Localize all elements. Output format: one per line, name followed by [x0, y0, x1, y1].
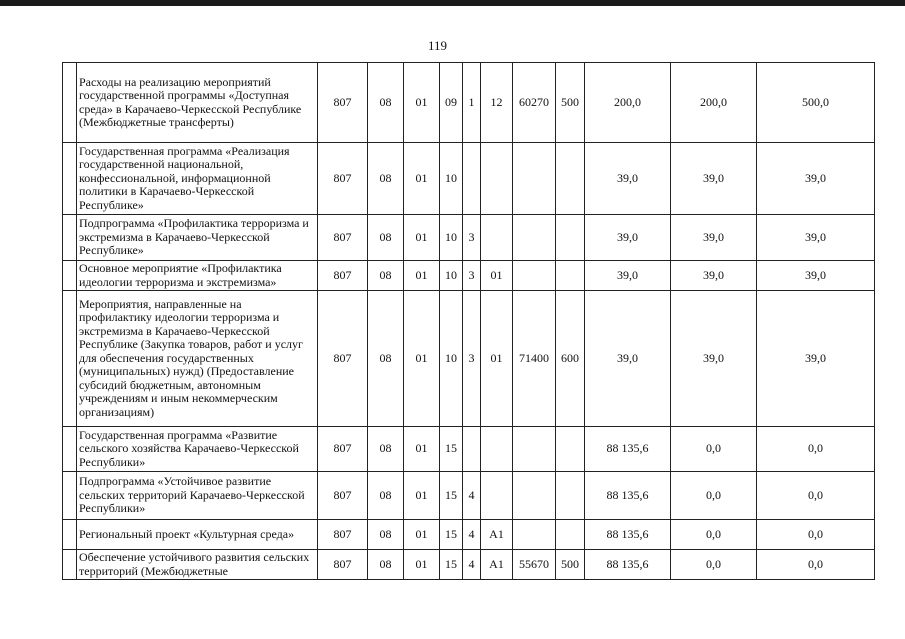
table-row: [63, 63, 875, 143]
direction-code: [513, 143, 556, 215]
event-code: [481, 472, 513, 520]
ministry-code: 807: [318, 63, 368, 143]
sum-year-2: 0,0: [671, 520, 757, 550]
section-code: 08: [368, 550, 404, 580]
subprogram-code: 3: [463, 215, 481, 261]
ministry-code: 807: [318, 143, 368, 215]
blank-cell: [63, 427, 77, 472]
event-code: [481, 427, 513, 472]
expense-type-code: 600: [556, 291, 585, 427]
sum-year-3: 0,0: [757, 520, 875, 550]
subprogram-code: 4: [463, 550, 481, 580]
direction-code: [513, 472, 556, 520]
section-code: 08: [368, 261, 404, 291]
table-row: [63, 143, 875, 215]
direction-code: [513, 215, 556, 261]
row-name: Мероприятия, направленные на профилактику идеологии терроризма и экстремизма в Карачаево-Черкесской Республике (Закупка товаров, работ и услуг для обеспечения государственных (муниципальных) нужд) (Предоставление субсидий бюджетным, автономным учреждениям и иным некоммерческим организациям): [77, 291, 318, 427]
program-code: 10: [440, 291, 463, 427]
program-code: 10: [440, 215, 463, 261]
expense-type-code: [556, 143, 585, 215]
event-code: [481, 143, 513, 215]
row-name: Государственная программа «Реализация государственной национальной, конфессиональной, информационной политики в Карачаево-Черкесской Республике»: [77, 143, 318, 215]
subprogram-code: 4: [463, 520, 481, 550]
program-code: 09: [440, 63, 463, 143]
sum-year-3: 39,0: [757, 291, 875, 427]
section-code: 08: [368, 143, 404, 215]
section-code: 08: [368, 520, 404, 550]
sum-year-2: 39,0: [671, 215, 757, 261]
subprogram-code: 4: [463, 472, 481, 520]
sum-year-3: 0,0: [757, 472, 875, 520]
blank-cell: [63, 472, 77, 520]
event-code: A1: [481, 550, 513, 580]
subprogram-code: [463, 427, 481, 472]
expense-type-code: [556, 215, 585, 261]
sum-year-3: 0,0: [757, 550, 875, 580]
sum-year-1: 39,0: [585, 261, 671, 291]
row-name: Основное мероприятие «Профилактика идеологии терроризма и экстремизма»: [77, 261, 318, 291]
sum-year-2: 0,0: [671, 550, 757, 580]
page-number: 119: [427, 38, 448, 53]
row-name: Подпрограмма «Устойчивое развитие сельских территорий Карачаево-Черкесской Республики»: [77, 472, 318, 520]
sum-year-2: 39,0: [671, 291, 757, 427]
sum-year-2: 0,0: [671, 472, 757, 520]
row-name: Подпрограмма «Профилактика терроризма и экстремизма в Карачаево-Черкесской Республике»: [77, 215, 318, 261]
event-code: [481, 215, 513, 261]
subsection-code: 01: [404, 143, 440, 215]
subsection-code: 01: [404, 63, 440, 143]
table-row: [63, 520, 875, 550]
row-name: Расходы на реализацию мероприятий государственной программы «Доступная среда» в Карачаево-Черкесской Республике (Межбюджетные трансферты): [77, 63, 318, 143]
subprogram-code: 3: [463, 261, 481, 291]
blank-cell: [63, 520, 77, 550]
sum-year-2: 39,0: [671, 261, 757, 291]
expense-type-code: [556, 472, 585, 520]
subsection-code: 01: [404, 261, 440, 291]
ministry-code: 807: [318, 472, 368, 520]
scan-top-edge: [0, 0, 905, 6]
blank-cell: [63, 143, 77, 215]
table-row: [63, 472, 875, 520]
ministry-code: 807: [318, 291, 368, 427]
event-code: A1: [481, 520, 513, 550]
section-code: 08: [368, 291, 404, 427]
blank-cell: [63, 550, 77, 580]
sum-year-1: 88 135,6: [585, 520, 671, 550]
sum-year-3: 39,0: [757, 215, 875, 261]
blank-cell: [63, 261, 77, 291]
subsection-code: 01: [404, 520, 440, 550]
program-code: 15: [440, 472, 463, 520]
table-row: [63, 291, 875, 427]
program-code: 15: [440, 550, 463, 580]
row-name: Обеспечение устойчивого развития сельских территорий (Межбюджетные: [77, 550, 318, 580]
table-row: [63, 550, 875, 580]
sum-year-2: 39,0: [671, 143, 757, 215]
subprogram-code: [463, 143, 481, 215]
subprogram-code: 1: [463, 63, 481, 143]
sum-year-1: 88 135,6: [585, 427, 671, 472]
event-code: 01: [481, 261, 513, 291]
expense-type-code: 500: [556, 550, 585, 580]
direction-code: [513, 520, 556, 550]
sum-year-3: 500,0: [757, 63, 875, 143]
ministry-code: 807: [318, 215, 368, 261]
program-code: 15: [440, 427, 463, 472]
subsection-code: 01: [404, 215, 440, 261]
table-row: [63, 215, 875, 261]
ministry-code: 807: [318, 261, 368, 291]
direction-code: [513, 427, 556, 472]
sum-year-3: 39,0: [757, 143, 875, 215]
program-code: 15: [440, 520, 463, 550]
blank-cell: [63, 291, 77, 427]
blank-cell: [63, 215, 77, 261]
row-name: Государственная программа «Развитие сельского хозяйства Карачаево-Черкесской Республики»: [77, 427, 318, 472]
expense-type-code: 500: [556, 63, 585, 143]
sum-year-1: 39,0: [585, 143, 671, 215]
section-code: 08: [368, 215, 404, 261]
ministry-code: 807: [318, 520, 368, 550]
sum-year-1: 88 135,6: [585, 550, 671, 580]
table-row: [63, 261, 875, 291]
direction-code: [513, 261, 556, 291]
sum-year-2: 0,0: [671, 427, 757, 472]
sum-year-1: 39,0: [585, 215, 671, 261]
section-code: 08: [368, 63, 404, 143]
expense-type-code: [556, 261, 585, 291]
sum-year-1: 88 135,6: [585, 472, 671, 520]
subprogram-code: 3: [463, 291, 481, 427]
budget-table: [62, 62, 875, 580]
sum-year-3: 0,0: [757, 427, 875, 472]
subsection-code: 01: [404, 472, 440, 520]
sum-year-1: 39,0: [585, 291, 671, 427]
expense-type-code: [556, 427, 585, 472]
table-row: [63, 427, 875, 472]
direction-code: 55670: [513, 550, 556, 580]
section-code: 08: [368, 472, 404, 520]
ministry-code: 807: [318, 427, 368, 472]
direction-code: 71400: [513, 291, 556, 427]
row-name: Региональный проект «Культурная среда»: [77, 520, 318, 550]
direction-code: 60270: [513, 63, 556, 143]
sum-year-2: 200,0: [671, 63, 757, 143]
ministry-code: 807: [318, 550, 368, 580]
subsection-code: 01: [404, 291, 440, 427]
sum-year-1: 200,0: [585, 63, 671, 143]
program-code: 10: [440, 143, 463, 215]
sum-year-3: 39,0: [757, 261, 875, 291]
blank-cell: [63, 63, 77, 143]
event-code: 01: [481, 291, 513, 427]
program-code: 10: [440, 261, 463, 291]
subsection-code: 01: [404, 550, 440, 580]
section-code: 08: [368, 427, 404, 472]
event-code: 12: [481, 63, 513, 143]
subsection-code: 01: [404, 427, 440, 472]
expense-type-code: [556, 520, 585, 550]
